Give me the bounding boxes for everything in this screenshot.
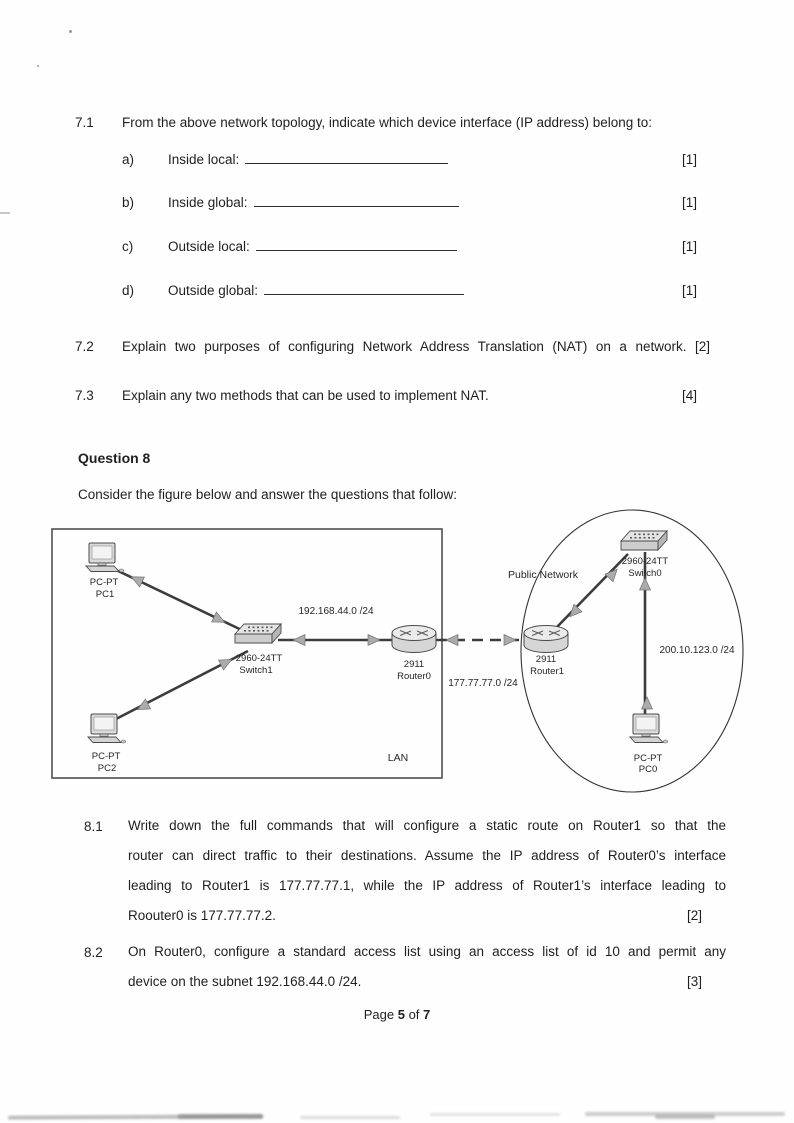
- marks-badge: [1]: [681, 239, 697, 254]
- router1-icon: [524, 626, 568, 653]
- lan-subnet-label: 192.168.44.0 /24: [298, 606, 374, 617]
- pc2-name-label: PC2: [97, 763, 117, 774]
- item-a: [122, 150, 697, 167]
- arrow-icon: [642, 697, 653, 709]
- marks-badge: [4]: [681, 388, 697, 403]
- question-8-1-text: [128, 818, 726, 938]
- question-7-1-number: 7.1: [75, 115, 94, 130]
- item-letter: c): [122, 239, 134, 254]
- router1-name-label: Router1: [530, 666, 564, 677]
- scan-speck: [37, 65, 39, 67]
- pc1-model-label: PC-PT: [89, 577, 119, 588]
- router0-model-label: 2911: [403, 659, 425, 670]
- paragraph-line: Write down the full commands that will configure a static route on Router1 so that the: [128, 818, 726, 833]
- switch1-name-label: Switch1: [239, 665, 273, 676]
- item-d: [122, 281, 697, 298]
- question-8-heading: Question 8: [78, 450, 151, 466]
- question-text: Explain two purposes of configuring Network Address Translation (NAT) on a network.: [122, 339, 687, 354]
- arrow-icon: [293, 635, 305, 646]
- paragraph-line: router can direct traffic to their destinations. Assume the IP address of Router0’s interface: [128, 848, 726, 863]
- public-zone-label: Public Network: [507, 569, 579, 581]
- footer-prefix: Page: [363, 1007, 395, 1022]
- arrow-icon: [504, 635, 516, 646]
- scan-smudge: [300, 1116, 400, 1119]
- marks-badge: [1]: [681, 152, 697, 167]
- router1-model-label: 2911: [535, 654, 557, 665]
- item-b: [122, 193, 697, 210]
- answer-blank-line: [264, 281, 464, 295]
- pc0-icon: [630, 714, 668, 743]
- arrow-icon: [640, 578, 651, 590]
- pc1-icon: [86, 543, 124, 572]
- arrow-icon: [129, 572, 145, 587]
- pc0-name-label: PC0: [638, 764, 658, 775]
- link-router1-switch0: [556, 554, 628, 628]
- arrow-icon: [566, 604, 582, 620]
- public-subnet-label: 200.10.123.0 /24: [659, 645, 735, 656]
- item-c: [122, 237, 697, 254]
- marks-badge: [1]: [681, 195, 697, 210]
- item-label: Outside local:: [168, 239, 250, 254]
- scan-smudge: [178, 1114, 263, 1119]
- switch1-model-label: 2960-24TT: [235, 653, 283, 664]
- pc0-model-label: PC-PT: [633, 753, 663, 764]
- answer-blank-line: [245, 150, 448, 164]
- marks-badge: [1]: [681, 283, 697, 298]
- item-letter: a): [122, 152, 135, 167]
- answer-blank-line: [254, 193, 459, 207]
- item-label: Outside global:: [168, 283, 259, 298]
- footer-total-pages: 7: [423, 1007, 431, 1022]
- arrow-icon: [219, 655, 235, 670]
- answer-blank-line: [256, 237, 457, 251]
- scan-artifact: [0, 212, 10, 214]
- paragraph-line: leading to Router1 is 177.77.77.1, while the IP address of Router1’s interface leading to: [128, 878, 726, 893]
- arrow-icon: [368, 635, 380, 646]
- arrow-icon: [212, 612, 228, 627]
- scan-speck: [69, 30, 72, 33]
- marks-badge: [2]: [694, 339, 710, 354]
- lan-zone-label: LAN: [387, 752, 409, 764]
- switch0-name-label: Switch0: [628, 568, 662, 579]
- question-7-1-text: From the above network topology, indicate which device interface (IP address) belong to:: [122, 115, 653, 130]
- paragraph-line: device on the subnet 192.168.44.0 /24.: [128, 974, 362, 989]
- item-letter: b): [122, 195, 135, 210]
- network-topology-figure: [0, 500, 794, 812]
- item-label: Inside local:: [168, 152, 240, 167]
- router0-name-label: Router0: [397, 671, 431, 682]
- router0-icon: [392, 626, 436, 653]
- question-7-3-number: 7.3: [75, 388, 94, 403]
- arrow-icon: [446, 635, 458, 646]
- question-8-1-number: 8.1: [84, 819, 103, 834]
- paragraph-line: On Router0, configure a standard access list using an access list of id 10 and permit any: [128, 944, 726, 959]
- switch1-icon: [235, 624, 281, 643]
- paragraph-line: Roouter0 is 177.77.77.2.: [128, 908, 276, 923]
- scan-smudge: [430, 1113, 560, 1116]
- question-8-intro: Consider the figure below and answer the questions that follow:: [78, 487, 457, 502]
- paragraph-last-line: [128, 908, 726, 938]
- paragraph-last-line: [128, 974, 726, 1004]
- question-8-2-number: 8.2: [84, 945, 103, 960]
- item-letter: d): [122, 283, 135, 298]
- marks-badge: [3]: [686, 974, 702, 989]
- footer-page-number: 5: [397, 1007, 405, 1022]
- question-7-3-text: Explain any two methods that can be used to implement NAT.: [122, 388, 489, 403]
- switch0-model-label: 2960-24TT: [621, 556, 669, 567]
- pc1-name-label: PC1: [95, 589, 115, 600]
- question-8-2-text: [128, 944, 726, 1004]
- marks-badge: [2]: [686, 908, 702, 923]
- item-label: Inside global:: [168, 195, 248, 210]
- page-footer: [0, 1007, 794, 1022]
- footer-of: of: [408, 1007, 420, 1022]
- question-7-2-number: 7.2: [75, 339, 94, 354]
- wan-subnet-label: 177.77.77.0 /24: [448, 678, 518, 689]
- pc2-model-label: PC-PT: [91, 751, 121, 762]
- scan-smudge: [655, 1115, 715, 1119]
- question-7-2-text: [122, 339, 710, 354]
- switch0-icon: [621, 531, 667, 550]
